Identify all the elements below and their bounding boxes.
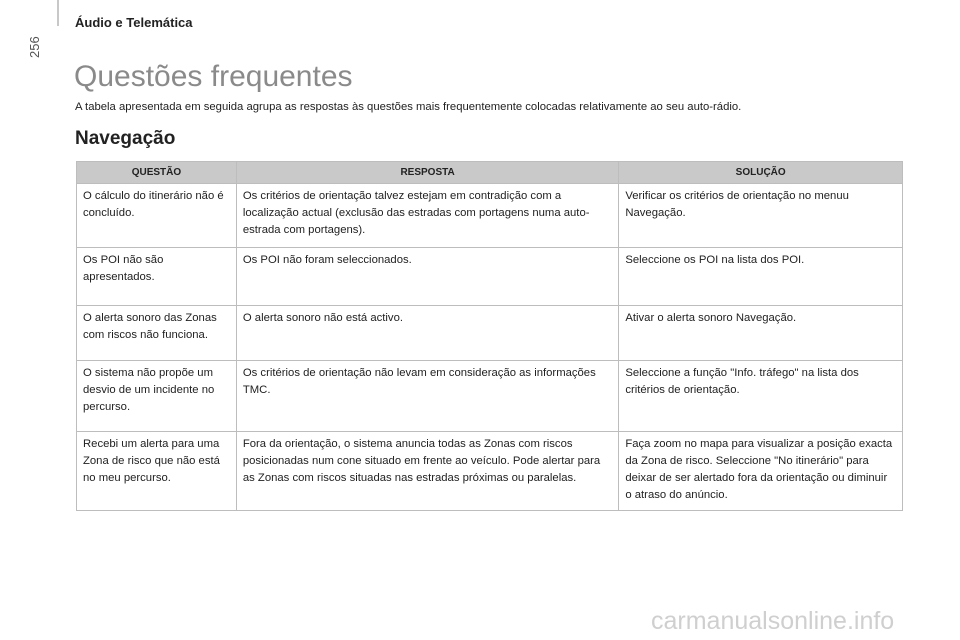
subsection-title: Navegação [75,128,176,149]
cell-question: O alerta sonoro das Zonas com riscos não funciona. [77,306,237,361]
intro-text: A tabela apresentada em seguida agrupa as respostas às questões mais frequentemente colocadas relativamente ao seu auto-rádio. [75,101,742,113]
table-row [77,184,903,248]
cell-solution: Ativar o alerta sonoro Navegação. [619,306,903,361]
cell-answer: O alerta sonoro não está activo. [236,306,618,361]
table-header-row [77,162,903,184]
table-row [77,248,903,306]
cell-solution: Seleccione os POI na lista dos POI. [619,248,903,306]
watermark: carmanualsonline.info [651,607,895,635]
faq-table [76,161,903,511]
cell-solution: Verificar os critérios de orientação no menuu Navegação. [619,184,903,248]
cell-solution: Faça zoom no mapa para visualizar a posição exacta da Zona de risco. Seleccione "No itinerário" para deixar de ser alertado fora da orientação ou diminuir o atraso do anúncio. [619,432,903,511]
header-answer: RESPOSTA [236,162,618,184]
cell-answer: Os critérios de orientação não levam em consideração as informações TMC. [236,361,618,432]
cell-question: O sistema não propõe um desvio de um incidente no percurso. [77,361,237,432]
cell-answer: Os POI não foram seleccionados. [236,248,618,306]
cell-solution: Seleccione a função "Info. tráfego" na lista dos critérios de orientação. [619,361,903,432]
cell-question: O cálculo do itinerário não é concluído. [77,184,237,248]
cell-question: Recebi um alerta para uma Zona de risco que não está no meu percurso. [77,432,237,511]
table-row [77,361,903,432]
cell-question: Os POI não são apresentados. [77,248,237,306]
section-divider [57,0,59,26]
table-row [77,432,903,511]
cell-answer: Os critérios de orientação talvez estejam em contradição com a localização actual (exclusão das estradas com portagens numa auto-estrada com portagens). [236,184,618,248]
page-number: 256 [27,36,42,58]
header-question: QUESTÃO [77,162,237,184]
table-row [77,306,903,361]
cell-answer: Fora da orientação, o sistema anuncia todas as Zonas com riscos posicionadas num cone situado em frente ao veículo. Pode alertar para as Zonas com riscos situadas nas estradas próximas ou paralelas. [236,432,618,511]
page-title: Questões frequentes [74,60,353,93]
header-solution: SOLUÇÃO [619,162,903,184]
section-header: Áudio e Telemática [75,15,193,30]
